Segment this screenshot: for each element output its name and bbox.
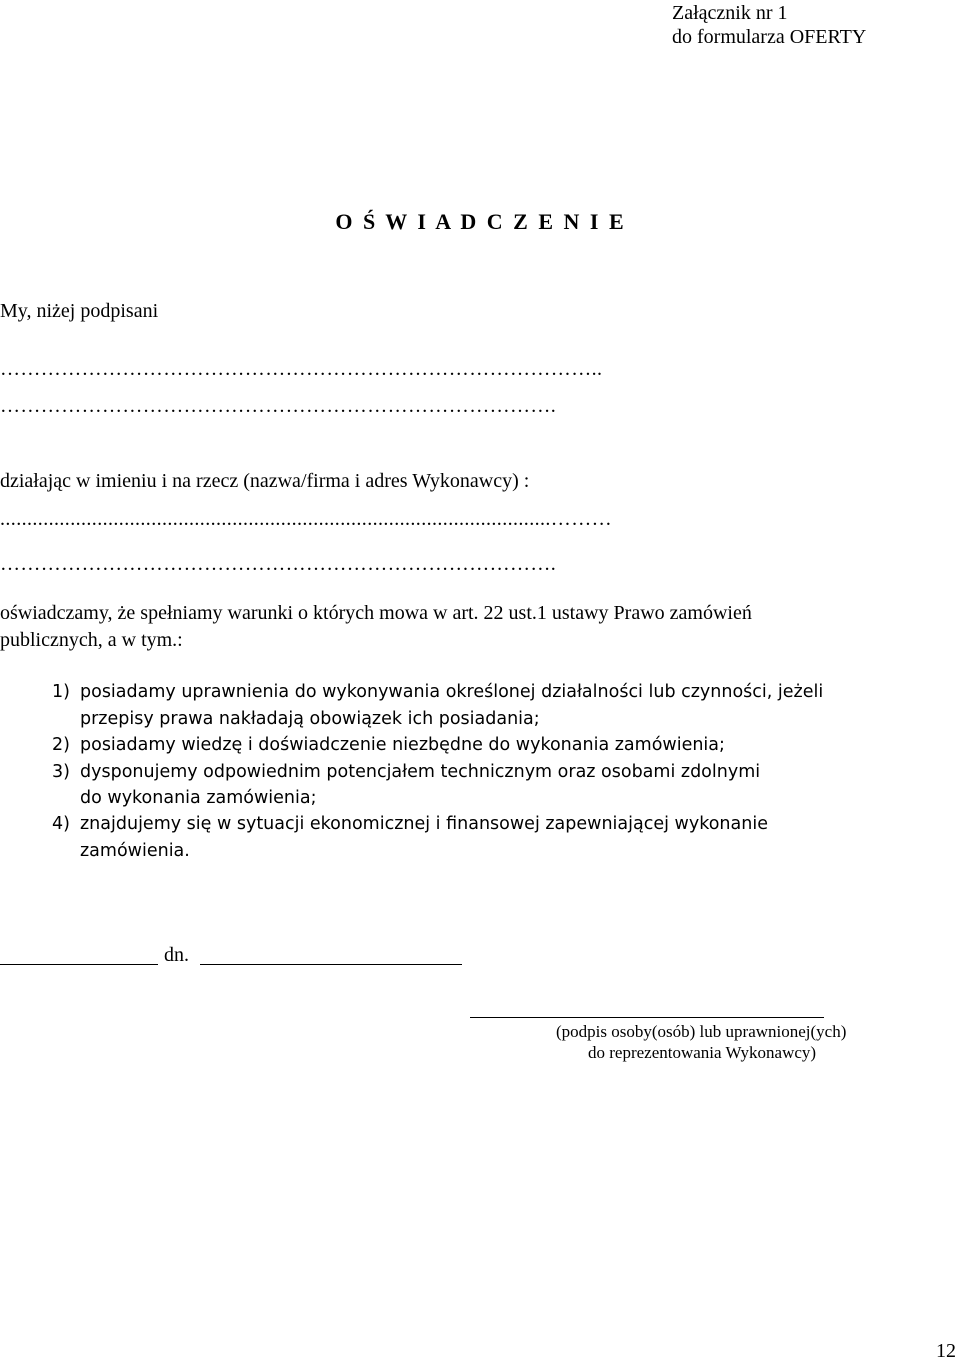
list-item-number: 1) — [52, 682, 70, 702]
attachment-label: Załącznik nr 1 — [672, 2, 788, 24]
list-item-text: posiadamy uprawnienia do wykonywania określonej działalności lub czynności, jeżeli — [80, 682, 824, 702]
date-blank-line — [200, 964, 462, 965]
list-item-text: dysponujemy odpowiednim potencjałem technicznym oraz osobami zdolnymi — [80, 762, 761, 782]
declaration-line-1: oświadczamy, że spełniamy warunki o których mowa w art. 22 ust.1 ustawy Prawo zamówień — [0, 602, 752, 624]
list-item-text: do wykonania zamówienia; — [80, 788, 317, 808]
list-item-text: posiadamy wiedzę i doświadczenie niezbędne do wykonania zamówienia; — [80, 735, 725, 755]
signature-line — [470, 1017, 824, 1018]
place-blank-line — [0, 964, 158, 965]
fill-in-line-1: …………………………………………………………………………….. — [0, 358, 603, 380]
attachment-form-reference: do formularza OFERTY — [672, 26, 867, 48]
list-item-number: 2) — [52, 735, 70, 755]
intro-text: My, niżej podpisani — [0, 300, 159, 322]
fill-in-line-4: ………………………………………………………………………. — [0, 553, 557, 575]
acting-on-behalf-label: działając w imieniu i na rzecz (nazwa/firma i adres Wykonawcy) : — [0, 470, 530, 492]
list-item-text: przepisy prawa nakładają obowiązek ich posiadania; — [80, 709, 540, 729]
list-item-number: 4) — [52, 814, 70, 834]
signature-caption-line-1: (podpis osoby(osób) lub uprawnionej(ych) — [556, 1022, 847, 1041]
signature-caption-line-2: do reprezentowania Wykonawcy) — [588, 1043, 817, 1062]
document-title: O Ś W I A D C Z E N I E — [335, 209, 625, 234]
date-label: dn. — [164, 944, 189, 966]
list-item-text: zamówienia. — [80, 841, 190, 861]
declaration-line-2: publicznych, a w tym.: — [0, 629, 183, 651]
fill-in-line-2: ………………………………………………………………………. — [0, 395, 557, 417]
list-item-number: 3) — [52, 762, 70, 782]
list-item-text: znajdujemy się w sytuacji ekonomicznej i finansowej zapewniającej wykonanie — [80, 814, 768, 834]
page-number: 12 — [936, 1340, 956, 1362]
fill-in-line-3: ......................................................................................................……… — [0, 508, 612, 530]
